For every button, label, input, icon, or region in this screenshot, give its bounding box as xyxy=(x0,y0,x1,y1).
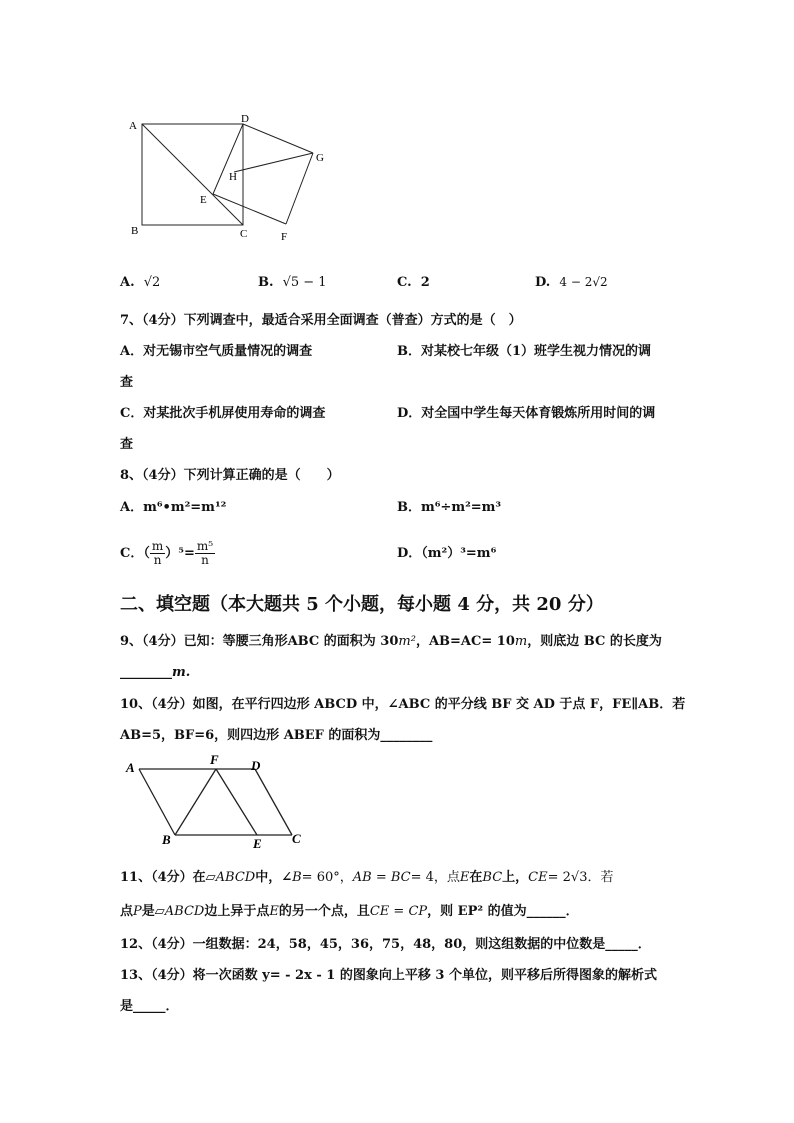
q6-option-c: C. 2 xyxy=(397,275,430,290)
q10-line1: 10、（4分）如图，在平行四边形 ABCD 中，∠ABC 的平分线 BF 交 AD 于点 F，FE∥AB．若 xyxy=(120,697,686,712)
label-F: F xyxy=(281,231,288,243)
fig2-label-E: E xyxy=(253,836,262,851)
q7-stem: 7、（4分）下列调查中，最适合采用全面调查（普查）方式的是（ ） xyxy=(120,313,522,328)
q9-line2: ________m. xyxy=(120,665,191,680)
q7-option-b-wrap: 查 xyxy=(120,375,134,390)
section-title: 二、填空题（本大题共 5 个小题，每小题 4 分，共 20 分） xyxy=(120,594,604,615)
q11-line2: 点P是▱ABCD边上异于点E的另一个点，且CE = CP，则 EP² 的值为______． xyxy=(120,904,579,919)
q8-option-c: C．（ $\frac{m}{n}$ ）⁵= $\frac{\text{m⁵}}{n}$ xyxy=(120,539,214,568)
q7-option-d-wrap: 查 xyxy=(120,437,134,452)
q13-line2: 是_____． xyxy=(120,999,179,1014)
geometry-figure-square xyxy=(120,110,340,250)
fig2-label-A: A xyxy=(126,760,135,775)
q7-option-c: C．对某批次手机屏使用寿命的调查 xyxy=(120,406,326,421)
q9-line1: 9、（4分）已知：等腰三角形ABC 的面积为 30m²，AB=AC= 10m，则底边 BC 的长度为 xyxy=(120,634,662,649)
q10-line2: AB=5，BF=6，则四边形 ABEF 的面积为________ xyxy=(120,728,433,743)
q12-line1: 12、（4分）一组数据：24，58，45，36，75，48，80，则这组数据的中位数是_____． xyxy=(120,937,651,952)
fig2-label-F: F xyxy=(210,752,219,767)
q8-stem: 8、（4分）下列计算正确的是（ ） xyxy=(120,468,340,483)
q7-option-b: B．对某校七年级（1）班学生视力情况的调 xyxy=(397,344,652,359)
q6-option-d: D. 4 − 2√2 xyxy=(535,275,608,290)
geometry-figure-parallelogram xyxy=(120,752,320,852)
fig2-label-C: C xyxy=(292,831,301,846)
q8-option-d: D．（m²）³=m⁶ xyxy=(397,546,497,561)
q7-option-a: A．对无锡市空气质量情况的调查 xyxy=(120,344,313,359)
q6-option-b: B. √5 − 1 xyxy=(258,275,327,290)
q8-option-a: A．m⁶•m²=m¹² xyxy=(120,500,227,515)
q8-option-b: B．m⁶÷m²=m³ xyxy=(397,500,502,515)
fig2-label-D: D xyxy=(251,758,261,773)
q13-line1: 13、（4分）将一次函数 y= - 2x - 1 的图象向上平移 3 个单位，则平移后所得图象的解析式 xyxy=(120,968,657,983)
q7-option-d: D．对全国中学生每天体育锻炼所用时间的调 xyxy=(397,406,656,421)
label-G: G xyxy=(316,152,324,164)
fig2-label-B: B xyxy=(162,832,171,847)
q11-line1: 11、（4分）在▱ABCD中，∠B= 60°，AB = BC= 4，点E在BC上，CE= 2√3．若 xyxy=(120,870,614,885)
label-B: B xyxy=(131,225,139,237)
q6-option-a: A. √2 xyxy=(120,275,161,290)
label-D: D xyxy=(241,113,249,125)
label-A: A xyxy=(129,120,137,132)
label-C: C xyxy=(240,228,248,240)
label-H: H xyxy=(229,171,237,183)
label-E: E xyxy=(200,194,207,206)
